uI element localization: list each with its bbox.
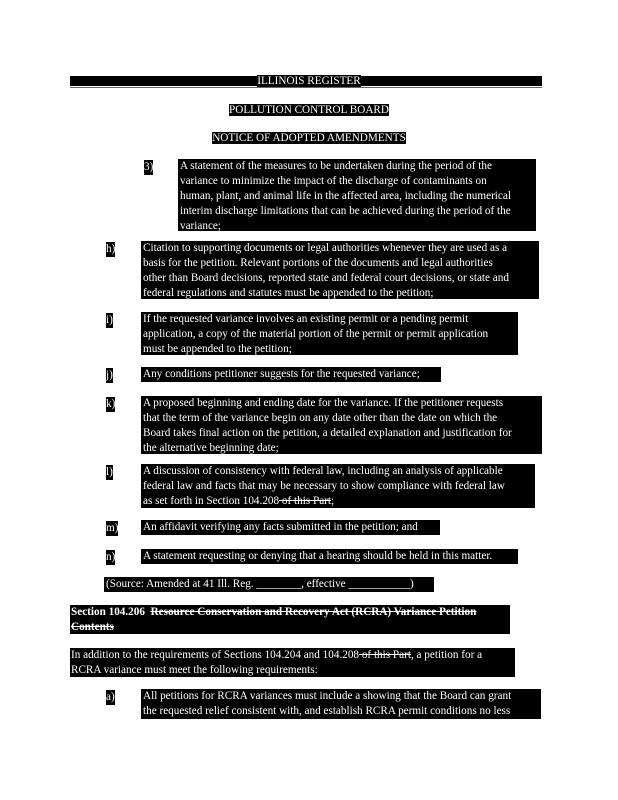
item-k-text: A proposed beginning and ending date for the variance. If the petitioner requests that the term of the variance begin on any date other than the date on which the Board takes final action on the petition, a detailed explanation and justification for the alternative beginning date; — [143, 397, 512, 454]
item-3-text: A statement of the measures to be undertaken during the period of the variance to minimize the impact of the discharge of contaminants on human, plant, and animal life in the affected area, including the numerical interim discharge limitations that can be achieved during the period of the variance; — [180, 160, 511, 232]
item-i-text: If the requested variance involves an existing permit or a pending permit application, a copy of the material portion of the permit or permit application must be appended to the petition; — [143, 313, 489, 355]
intro-paragraph: In addition to the requirements of Sections 104.204 and 104.208 of this Part, a petition for a RCRA variance must meet the following requirements: — [71, 649, 483, 676]
item-label: l) — [106, 466, 113, 478]
item-label: n) — [106, 551, 116, 563]
item-label: j) — [106, 369, 113, 381]
item-h-text: Citation to supporting documents or legal authorities whenever they are used as a basis for the petition. Relevant portions of the documents and legal authorities other than Board decisions, reported state and federal court decisions, or state and federal regulations and statutes must be appended to the petition; — [143, 242, 509, 299]
source-note: (Source: Amended at 41 Ill. Reg. ________, effective ___________) — [106, 578, 414, 590]
notice-title: NOTICE OF ADOPTED AMENDMENTS — [212, 132, 406, 144]
item-label: a) — [106, 691, 115, 703]
item-label: i) — [106, 314, 113, 326]
item-label: 3) — [144, 161, 154, 173]
item-n-text: A statement requesting or denying that a hearing should be held in this matter. — [143, 550, 493, 562]
item-m-text: An affidavit verifying any facts submitted in the petition; and — [143, 521, 418, 533]
item-a-text: All petitions for RCRA variances must include a showing that the Board can grant the requested relief consistent with, and establish RCRA permit conditions no less — [143, 690, 512, 717]
item-j-text: Any conditions petitioner suggests for the requested variance; — [143, 368, 420, 380]
section-heading: Section 104.206 Resource Conservation and Recovery Act (RCRA) Variance Petition Contents — [71, 606, 477, 633]
register-title: ILLINOIS REGISTER — [257, 75, 361, 87]
item-l-text: A discussion of consistency with federal law, including an analysis of applicable federal law and facts that may be necessary to show compliance with federal law as set forth in Section 104.208 of this Part; — [143, 465, 505, 507]
item-label: h) — [106, 243, 116, 255]
item-label: k) — [106, 398, 116, 410]
board-title: POLLUTION CONTROL BOARD — [229, 104, 389, 116]
item-label: m) — [106, 522, 119, 534]
